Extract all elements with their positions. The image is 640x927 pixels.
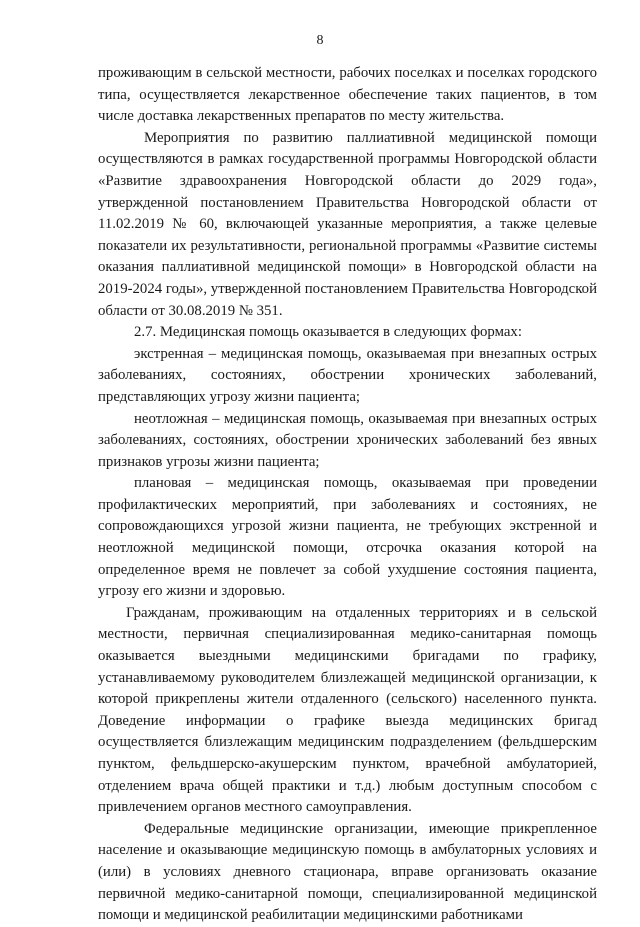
paragraph-emergency-form: экстренная – медицинская помощь, оказываемая при внезапных острых заболеваниях, состояниях, обострении хронических заболеваний, представляющих угрозу жизни пациента; [98, 345, 597, 405]
document-body [98, 63, 597, 927]
paragraph-planned-form: плановая – медицинская помощь, оказываемая при проведении профилактических мероприятий, при заболеваниях и состояниях, не сопровождающихся угрозой жизни пациента, не требующих экстренной и неотложной медицинской помощи, отсрочка оказания которой на определенное время не повлечет за собой ухудшение состояния пациента, угрозу его жизни и здоровью. [98, 475, 597, 600]
paragraph-urgent-form: неотложная – медицинская помощь, оказываемая при внезапных острых заболеваниях, состояниях, обострении хронических заболеваний без явных признаков угрозы жизни пациента; [98, 410, 597, 470]
paragraph-remote-territories: Гражданам, проживающим на отдаленных территориях и в сельской местности, первичная специализированная медико-санитарная помощь оказывается выездными медицинскими бригадами по графику, устанавливаемому руководителем близлежащей медицинской организации, к которой прикреплены жители отдаленного (сельского) населенного пункта. Доведение информации о графике выезда медицинских бригад осуществляется близлежащим медицинским подразделением (фельдшерским пунктом, фельдшерско-акушерским пунктом, врачебной амбулаторией, отделением врача общей практики и т.д.) любым доступным способом с привлечением органов местного самоуправления. [98, 604, 597, 816]
paragraph-continuation: проживающим в сельской местности, рабочих поселках и поселках городского типа, осуществляется лекарственное обеспечение таких пациентов, в том числе доставка лекарственных препаратов по месту жительства. [98, 65, 597, 125]
paragraph-section-2-7: 2.7. Медицинская помощь оказывается в следующих формах: [134, 324, 522, 341]
page-number: 8 [316, 33, 324, 48]
paragraph-palliative-programs: Мероприятия по развитию паллиативной медицинской помощи осуществляются в рамках государственной программы Новгородской области «Развитие здравоохранения Новгородской области до 2029 года», утвержденной постановлением Правительства Новгородской области от 11.02.2019 № 60, включающей указанные мероприятия, а также целевые показатели их результативности, региональной программы «Развитие системы оказания паллиативной медицинской помощи» в Новгородской области на 2019-2024 годы», утвержденной постановлением Правительства Новгородской области от 30.08.2019 № 351. [98, 129, 597, 319]
paragraph-federal-organizations: Федеральные медицинские организации, имеющие прикрепленное население и оказывающие медицинскую помощь в амбулаторных условиях и (или) в условиях дневного стационара, вправе организовать оказание первичной медико-санитарной помощи, специализированной медицинской помощи и медицинской реабилитации медицинскими работниками [98, 820, 597, 924]
